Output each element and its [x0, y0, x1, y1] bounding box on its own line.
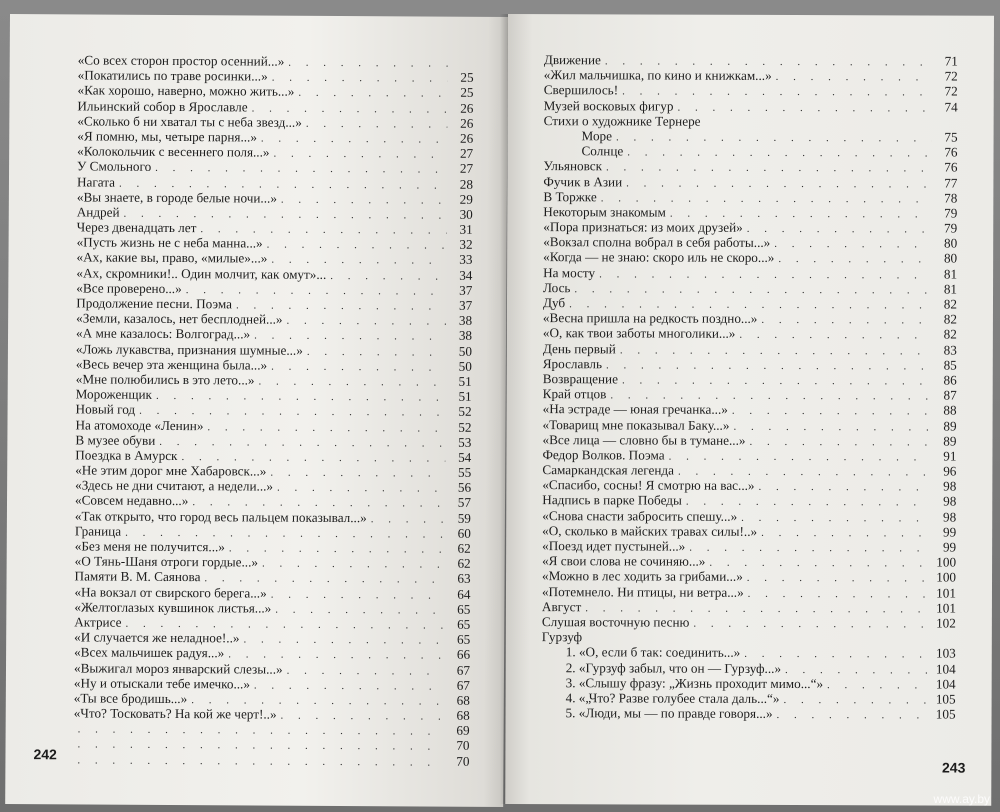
toc-entry-page: 96	[943, 463, 957, 479]
right-toc-list	[542, 52, 958, 722]
toc-entry-title: Продолжение песни. Поэма	[76, 295, 233, 312]
toc-entry-page: 69	[456, 722, 470, 739]
left-page	[5, 14, 508, 807]
toc-leader-dots	[287, 663, 444, 679]
toc-entry-title: Ильинский собор в Ярославле	[77, 97, 248, 115]
toc-entry-title: Мороженщик	[75, 386, 153, 402]
toc-entry-title: В Торжке	[543, 188, 597, 204]
toc-entry-page: 68	[456, 707, 470, 723]
toc-entry-title: Андрей	[76, 204, 120, 220]
toc-entry-title: Актрисе	[74, 614, 122, 630]
toc-entry-page: 81	[943, 266, 958, 282]
toc-leader-dots	[733, 419, 930, 435]
toc-leader-dots	[159, 435, 445, 452]
toc-entry-title: 4. «„Что? Разве голубее стала даль...“»	[565, 690, 780, 706]
toc-entry	[542, 462, 956, 479]
toc-entry-title: «И случается же неладное!..»	[74, 629, 240, 646]
toc-entry-title: Дуб	[542, 295, 566, 311]
toc-leader-dots	[626, 176, 931, 192]
toc-entry-page: 85	[943, 357, 957, 373]
toc-entry-title: «Совсем недавно...»	[74, 492, 189, 509]
toc-entry-title: Ярославль	[542, 355, 603, 372]
toc-entry-title: 2. «Гурзуф забыл, что он — Гурзуф...»	[565, 659, 782, 676]
toc-entry-page: 25	[460, 85, 474, 101]
toc-entry-title: Слушая восточную песню	[541, 614, 690, 630]
toc-leader-dots	[207, 420, 445, 437]
toc-entry-title: «Не этим дорог мне Хабаровск...»	[75, 462, 267, 479]
toc-leader-dots	[606, 161, 931, 177]
toc-entry-title: Нагата	[76, 173, 116, 190]
toc-entry-page: 98	[943, 509, 957, 525]
toc-entry	[542, 690, 956, 707]
toc-leader-dots	[272, 71, 448, 87]
toc-leader-dots	[267, 238, 447, 254]
toc-entry-page: 67	[456, 677, 470, 693]
toc-leader-dots	[574, 282, 931, 298]
toc-entry-title: «Вы знаете, в городе белые ночи...»	[76, 189, 277, 206]
toc-entry-page: 99	[942, 524, 957, 540]
toc-leader-dots	[77, 753, 443, 770]
toc-entry-page: 38	[458, 328, 473, 344]
toc-entry	[543, 250, 957, 267]
toc-entry	[543, 174, 957, 191]
toc-entry-page: 87	[943, 387, 957, 403]
watermark: www.ay.by	[933, 792, 990, 806]
toc-entry-page: 105	[935, 691, 956, 707]
toc-entry-title: «На вокзал от свирского берега...»	[74, 583, 267, 601]
toc-entry	[544, 67, 958, 84]
toc-entry-title: «Поезд идет пустыней...»	[542, 538, 686, 554]
toc-leader-dots	[741, 510, 930, 526]
toc-leader-dots	[827, 678, 930, 694]
toc-leader-dots	[761, 313, 931, 329]
toc-leader-dots	[693, 617, 930, 633]
toc-entry-page: 29	[459, 191, 473, 207]
toc-leader-dots	[243, 633, 444, 649]
toc-leader-dots	[776, 70, 932, 86]
toc-entry-page: 50	[458, 358, 472, 374]
toc-leader-dots	[749, 435, 930, 451]
toc-entry-title: На мосту	[543, 264, 596, 280]
toc-entry-title: «Как хорошо, наверно, можно жить...»	[77, 82, 295, 100]
toc-entry-title: «Ах, скромники!.. Один молчит, как омут»...	[76, 265, 327, 282]
toc-entry	[543, 158, 957, 175]
toc-entry-page: 65	[457, 616, 471, 632]
toc-entry-page: 37	[458, 297, 473, 313]
toc-entry-page: 76	[944, 144, 958, 160]
toc-entry-title: Поездка в Амурск	[75, 447, 178, 463]
toc-leader-dots	[258, 374, 445, 390]
toc-leader-dots	[669, 449, 931, 465]
toc-entry	[543, 265, 957, 282]
toc-leader-dots	[288, 56, 447, 72]
toc-entry-page: 71	[944, 53, 958, 69]
toc-entry-title: «На эстраде — юная гречанка...»	[542, 401, 728, 418]
toc-entry	[543, 204, 957, 221]
toc-entry-page: 59	[457, 510, 471, 526]
toc-entry-page: 64	[457, 586, 471, 602]
toc-entry-title: Надпись в парке Победы	[542, 492, 682, 509]
toc-entry-title: Возвращение	[542, 371, 619, 387]
toc-entry-title: Граница	[74, 523, 122, 539]
toc-entry-page: 88	[943, 402, 957, 418]
toc-entry-page: 77	[944, 175, 958, 191]
toc-entry	[543, 371, 957, 388]
toc-entry-page: 62	[457, 540, 471, 556]
toc-leader-dots	[606, 358, 931, 374]
toc-entry-page: 26	[460, 100, 474, 116]
toc-leader-dots	[748, 586, 930, 602]
toc-leader-dots	[254, 678, 444, 694]
toc-entry-page: 51	[458, 373, 472, 389]
right-page-number: 243	[941, 759, 966, 776]
toc-entry-page: 82	[943, 296, 958, 312]
toc-entry-page: 32	[459, 236, 473, 253]
toc-entry-title: «Все проверено...»	[76, 280, 182, 296]
toc-leader-dots	[286, 314, 446, 330]
toc-entry	[543, 143, 957, 160]
toc-entry-page: 25	[460, 69, 474, 86]
toc-entry-page: 79	[944, 205, 958, 221]
toc-entry-page: 27	[459, 161, 474, 177]
toc-entry-page: 68	[456, 692, 470, 708]
toc-entry-page: 27	[459, 145, 474, 161]
toc-entry	[543, 310, 957, 327]
toc-entry-page: 70	[456, 753, 470, 769]
toc-entry-title: «Все лица — словно бы в тумане...»	[542, 431, 746, 448]
toc-entry-page: 57	[457, 495, 472, 511]
toc-entry	[542, 508, 956, 525]
toc-entry	[543, 219, 957, 236]
toc-leader-dots	[777, 708, 930, 724]
toc-entry	[542, 553, 956, 570]
toc-entry-title: 1. «О, если б так: соединить...»	[565, 644, 741, 661]
toc-entry	[542, 599, 956, 616]
toc-entry-page: 74	[944, 99, 958, 115]
toc-leader-dots	[616, 130, 932, 146]
toc-entry-title: «Пусть жизнь не с неба манна...»	[76, 234, 263, 251]
toc-entry	[543, 401, 957, 418]
toc-entry-page: 86	[943, 372, 957, 388]
toc-entry-title: «Можно в лес ходить за грибами...»	[542, 568, 743, 585]
toc-entry	[542, 584, 956, 601]
toc-leader-dots	[599, 267, 931, 283]
toc-entry-page: 91	[943, 448, 957, 464]
toc-entry	[543, 295, 957, 312]
toc-leader-dots	[271, 587, 445, 603]
toc-entry-page: 103	[935, 645, 956, 661]
toc-entry-title: «Жил мальчишка, по кино и книжкам...»	[543, 67, 772, 84]
toc-leader-dots	[371, 512, 445, 528]
toc-entry-page: 82	[943, 326, 957, 342]
toc-entry-title: Край отцов	[542, 386, 607, 402]
toc-entry-page: 37	[459, 282, 473, 298]
toc-entry	[542, 568, 956, 585]
toc-leader-dots	[270, 466, 445, 482]
toc-entry-page: 65	[456, 631, 471, 647]
toc-entry-title: «О Тянь-Шаня отроги гордые...»	[74, 553, 259, 570]
toc-leader-dots	[759, 480, 931, 496]
toc-leader-dots	[627, 146, 931, 162]
toc-leader-dots	[261, 131, 447, 147]
left-toc-list	[73, 52, 473, 768]
toc-entry-page: 81	[943, 281, 958, 297]
toc-entry-title: «О, сколько в майских травах силы!..»	[542, 522, 758, 539]
toc-entry-page: 82	[943, 311, 957, 327]
toc-leader-dots	[778, 252, 931, 268]
toc-entry-page: 62	[457, 555, 471, 572]
toc-entry-title: «О, как твои заботы многолики...»	[542, 325, 736, 342]
toc-entry-title: «Выжигал мороз январский слезы...»	[73, 659, 283, 677]
toc-entry-title: «Без меня не получится...»	[74, 538, 225, 555]
toc-leader-dots	[156, 389, 446, 406]
toc-entry	[542, 614, 956, 631]
toc-entry-page: 98	[943, 478, 957, 494]
toc-entry-page: 28	[459, 176, 474, 192]
toc-leader-dots	[586, 641, 930, 642]
left-page-number: 242	[33, 746, 57, 763]
toc-entry-title: «Желтоглазых кувшинок листья...»	[74, 599, 272, 616]
toc-entry-page: 34	[459, 267, 473, 283]
toc-entry-page: 55	[457, 464, 472, 480]
toc-entry	[543, 341, 957, 358]
toc-entry-title: «Пора признаться: из моих друзей»	[543, 219, 743, 235]
toc-entry	[542, 477, 956, 494]
toc-entry-page: 54	[458, 449, 472, 465]
toc-leader-dots	[747, 571, 930, 587]
toc-entry-title: «Покатились по траве росинки...»	[77, 67, 268, 84]
toc-entry	[543, 280, 957, 297]
toc-entry-page: 75	[944, 129, 958, 145]
toc-entry-page: 70	[456, 738, 470, 754]
toc-entry	[542, 493, 956, 510]
toc-entry-page: 52	[458, 404, 472, 420]
toc-entry-title: Гурзуф	[541, 629, 583, 645]
toc-entry-title: «Так открыто, что город весь пальцем показывал...»	[74, 508, 367, 525]
toc-leader-dots	[783, 693, 929, 709]
toc-entry	[543, 417, 957, 434]
toc-entry-title: Федор Волков. Поэма	[542, 446, 665, 463]
toc-entry-title: У Смольного	[77, 158, 152, 175]
toc-entry-title: «Весь вечер эта женщина была...»	[75, 356, 268, 373]
toc-entry-title: Солнце	[581, 143, 624, 159]
toc-entry-page: 72	[944, 68, 958, 84]
toc-entry-title: Самаркандская легенда	[542, 462, 675, 478]
toc-entry-title: Движение	[543, 52, 601, 68]
toc-entry-title: Музей восковых фигур	[543, 97, 674, 114]
toc-entry-page: 51	[458, 388, 472, 404]
toc-entry-title: Лось	[543, 279, 571, 296]
toc-entry-title: «Я свои слова не сочиняю...»	[542, 553, 706, 569]
toc-entry-page: 101	[936, 600, 956, 616]
toc-entry-page: 66	[456, 647, 471, 663]
toc-entry-title: «Спасибо, сосны! Я смотрю на вас...»	[542, 477, 755, 494]
toc-entry-page: 102	[936, 615, 956, 631]
toc-entry-title: Через двенадцать лет	[76, 219, 197, 236]
toc-entry-page: 104	[935, 660, 956, 677]
toc-entry-title: «Сколько б ни хватал ты с неба звезд...»	[77, 113, 302, 130]
toc-entry-page: 100	[936, 554, 957, 570]
toc-entry-title: Стихи о художнике Тернере	[543, 112, 701, 129]
toc-entry-title: «Ты все бродишь...»	[73, 690, 188, 706]
toc-entry	[542, 675, 956, 692]
toc-entry-page: 50	[458, 343, 472, 359]
toc-entry-title: «Ах, какие вы, право, «милые»...»	[76, 249, 268, 267]
toc-entry-title: «Со всех сторон простор осенний...»	[77, 52, 285, 69]
toc-leader-dots	[677, 100, 931, 116]
toc-entry-page: 78	[944, 190, 958, 206]
toc-entry-title: Ульяновск	[543, 158, 603, 174]
toc-entry-page: 65	[457, 601, 471, 617]
toc-entry-page: 100	[936, 569, 957, 585]
toc-entry-title: «А мне казалось: Волгоград...»	[76, 325, 251, 342]
toc-leader-dots	[273, 147, 447, 163]
toc-leader-dots	[739, 328, 931, 344]
toc-entry-title: «Я помню, мы, четыре парня...»	[77, 128, 258, 145]
toc-leader-dots	[277, 481, 445, 497]
toc-entry-page: 30	[459, 206, 473, 222]
toc-entry-title: 3. «Слышу фразу: „Жизнь проходит мимо...“»	[565, 674, 824, 691]
toc-leader-dots	[620, 343, 931, 359]
toc-entry-title: Фучик в Азии	[543, 173, 623, 189]
toc-entry-title: «Потемнело. Ни птицы, ни ветра...»	[541, 583, 744, 600]
toc-leader-dots	[155, 161, 447, 178]
toc-entry-title: «Здесь не дни считают, а недели...»	[75, 477, 274, 494]
toc-entry	[543, 189, 957, 206]
toc-entry-title: Новый год	[75, 401, 136, 418]
toc-entry-title: Некоторым знакомым	[543, 203, 666, 220]
toc-entry	[543, 356, 957, 373]
toc-entry-page: 80	[943, 250, 958, 267]
toc-entry-page: 63	[457, 571, 471, 587]
toc-entry-page: 60	[457, 525, 471, 541]
toc-entry	[542, 447, 956, 464]
toc-leader-dots	[298, 86, 447, 102]
toc-entry	[543, 386, 957, 403]
right-page	[505, 14, 994, 806]
toc-leader-dots	[689, 541, 930, 557]
toc-leader-dots	[229, 541, 445, 558]
toc-leader-dots	[262, 557, 445, 573]
toc-leader-dots	[330, 269, 446, 285]
toc-entry-page: 99	[942, 539, 957, 555]
toc-entry-title: «Колокольчик с весеннего поля...»	[77, 143, 270, 160]
toc-entry-page: 89	[943, 418, 957, 434]
toc-entry	[542, 705, 956, 722]
toc-entry	[542, 660, 956, 677]
toc-entry-page: 53	[458, 434, 472, 450]
toc-entry-page: 104	[935, 676, 956, 692]
toc-entry	[543, 234, 957, 251]
toc-entry	[544, 52, 958, 69]
toc-entry-title: «Мне полюбились в это лето...»	[75, 371, 255, 388]
toc-entry-title: На атомоходе «Ленин»	[75, 416, 204, 433]
toc-entry-page: 105	[935, 706, 956, 722]
toc-entry-page: 76	[944, 159, 958, 175]
toc-leader-dots	[705, 125, 932, 126]
toc-entry-page: 89	[943, 433, 957, 449]
toc-leader-dots	[732, 404, 931, 420]
toc-entry-page: 56	[457, 479, 472, 496]
toc-entry-page: 26	[460, 130, 474, 146]
toc-entry-title: «Что? Тосковать? На кой же черт!..»	[73, 705, 277, 722]
toc-entry-title: Август	[541, 598, 582, 615]
toc-entry-title: 5. «Люди, мы — по правде говоря...»	[565, 705, 773, 721]
toc-leader-dots	[307, 344, 446, 360]
toc-entry-page: 72	[944, 83, 958, 99]
toc-entry-page: 101	[936, 585, 957, 601]
toc-entry-title: «Товарищ мне показывал Баку...»	[542, 416, 730, 433]
toc-entry-title: «Всех мальчишек радуя...»	[74, 644, 225, 661]
toc-entry-page: 52	[458, 419, 472, 435]
toc-entry-page: 80	[943, 235, 958, 251]
toc-entry	[542, 523, 956, 540]
toc-entry-title: «Ложь лукавства, признания шумные...»	[75, 340, 303, 358]
toc-entry	[544, 83, 958, 100]
toc-leader-dots	[622, 373, 931, 389]
toc-entry-page: 83	[943, 342, 957, 358]
toc-entry-page: 26	[460, 115, 474, 131]
toc-entry-page: 33	[459, 252, 473, 268]
toc-entry	[542, 432, 956, 449]
toc-leader-dots	[271, 359, 446, 375]
toc-entry-title: Море	[581, 128, 613, 144]
toc-leader-dots	[281, 709, 444, 725]
toc-entry-page: 31	[459, 221, 473, 237]
toc-entry-title: День первый	[542, 340, 616, 356]
toc-leader-dots	[774, 237, 931, 253]
toc-leader-dots	[275, 602, 444, 618]
toc-entry-title: В музее обуви	[75, 432, 156, 448]
toc-entry-page: 98	[943, 493, 957, 510]
toc-entry	[542, 644, 956, 661]
toc-entry	[544, 128, 958, 145]
toc-entry-title: Памяти В. М. Саянова	[74, 568, 201, 585]
toc-entry-page: 79	[944, 220, 958, 236]
toc-entry-page: 67	[456, 662, 471, 678]
toc-entry-title: «Когда — не знаю: скоро иль не скоро...»	[543, 249, 775, 266]
toc-leader-dots	[761, 526, 930, 542]
toc-entry-title: «Снова снасти забросить спешу...»	[542, 507, 738, 524]
toc-leader-dots	[747, 222, 932, 238]
toc-entry	[544, 98, 958, 115]
toc-entry-title: «Ну и отыскали тебе имечко...»	[73, 675, 251, 692]
toc-entry-title: «Вокзал сполна вобрал в себя работы...»	[543, 234, 771, 251]
toc-leader-dots	[281, 192, 447, 208]
toc-entry-title: Свершилось!	[543, 82, 619, 98]
toc-entry-page: 38	[458, 312, 473, 329]
toc-entry-title: «Весна пришла на редкость поздно...»	[542, 310, 758, 327]
toc-entry	[543, 325, 957, 342]
toc-entry	[542, 538, 956, 555]
toc-leader-dots	[306, 117, 448, 133]
toc-entry-title: «Земли, казалось, нет бесплодней...»	[76, 310, 283, 327]
